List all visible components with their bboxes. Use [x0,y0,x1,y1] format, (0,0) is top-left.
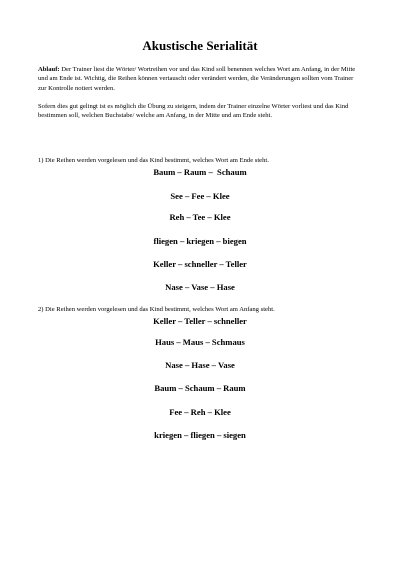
intro-paragraph [38,65,363,93]
intro-text: Der Trainer liest die Wörter/ Wortreihen vor und das Kind soll benennen welches Wort am Anfang, in der Mitte und am Ende ist. Wichtig, die Reihen können vertauscht oder verändert werden, die Veränderungen sollten vom Trainer zur Kontrolle notiert werden. [38,66,356,92]
section2-word-row: Fee – Reh – Klee [169,407,231,417]
page-title: Akustische Serialität [142,38,258,53]
section1-word-row: Nase – Vase – Hase [165,282,235,292]
section1-word-row: Reh – Tee – Klee [169,212,231,222]
section2-word-row: kriegen – fliegen – siegen [154,430,246,440]
section1-instruction: 1) Die Reihen werden vorgelesen und das Kind bestimmt, welches Wort am Ende steht. [38,157,269,164]
section2-word-row: Baum – Schaum – Raum [154,383,246,393]
section1-word-row: fliegen – kriegen – biegen [153,236,247,246]
section2-word-row: Nase – Hase – Vase [165,360,235,370]
intro-label: Ablauf: [38,66,60,73]
section2-word-row: Keller – Teller – schneller [153,316,247,326]
section1-word-row: Keller – schneller – Teller [153,259,247,269]
section1-word-row: Baum – Raum – Schaum [153,167,247,177]
section2-instruction: 2) Die Reihen werden vorgelesen und das Kind bestimmt, welches Wort am Anfang steht. [38,306,275,313]
progression-paragraph: Sofern dies gut gelingt ist es möglich die Übung zu steigern, indem der Trainer einzelne Wörter vorliest und das Kind bestimmen soll, welchen Buchstabe/ welche am Anfang, in der Mitte und am Ende steht. [38,103,349,120]
section1-word-row: See – Fee – Klee [170,191,230,201]
section2-word-row: Haus – Maus – Schmaus [155,337,245,347]
